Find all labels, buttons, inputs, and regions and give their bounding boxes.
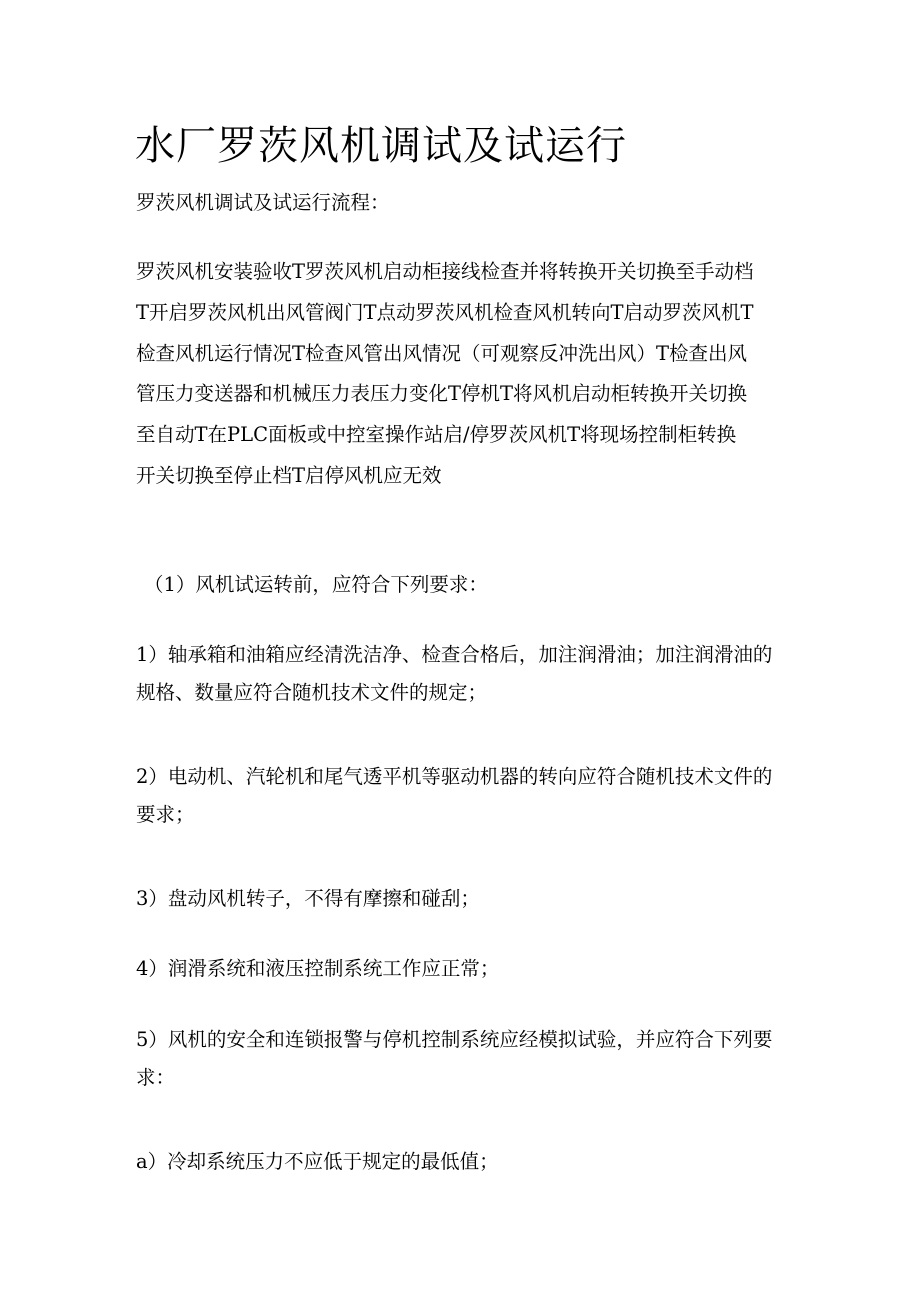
flow-line: 检查风机运行情况T检查风管出风情况（可观察反冲洗出风）T检查出风 [136,341,748,365]
requirement-item-3: 3）盘动风机转子，不得有摩擦和碰刮； [136,887,480,910]
flow-intro: 罗茨风机调试及试运行流程： [136,191,390,214]
requirement-item-5: 5）风机的安全和连锁报警与停机控制系统应经模拟试验，并应符合下列要求： [136,1028,773,1089]
document-title: 水厂罗茨风机调试及试运行 [135,123,627,169]
flow-line: 管压力变送器和机械压力表压力变化T停机T将风机启动柜转换开关切换 [136,382,748,406]
flow-line: 开关切换至停止档T启停风机应无效 [136,463,442,487]
flow-line: 至自动T在PLC面板或中控室操作站启/停罗茨风机T将现场控制柜转换 [136,423,737,447]
requirement-item-a: a）冷却系统压力不应低于规定的最低值； [136,1150,499,1173]
requirement-item-4: 4）润滑系统和液压控制系统工作应正常； [136,957,500,980]
flow-line: T开启罗茨风机出风管阀门T点动罗茨风机检查风机转向T启动罗茨风机T [136,300,754,324]
requirement-item-2: 2）电动机、汽轮机和尾气透平机等驱动机器的转向应符合随机技术文件的要求； [136,765,773,826]
process-flow-paragraph [136,252,786,497]
section-heading: （1）风机试运转前，应符合下列要求： [144,573,488,596]
requirement-item-1: 1）轴承箱和油箱应经清洗洁净、检查合格后，加注润滑油；加注润滑油的规格、数量应符合随机技术文件的规定； [136,643,773,704]
flow-line: 罗茨风机安装验收T罗茨风机启动柜接线检查并将转换开关切换至手动档 [136,260,754,283]
